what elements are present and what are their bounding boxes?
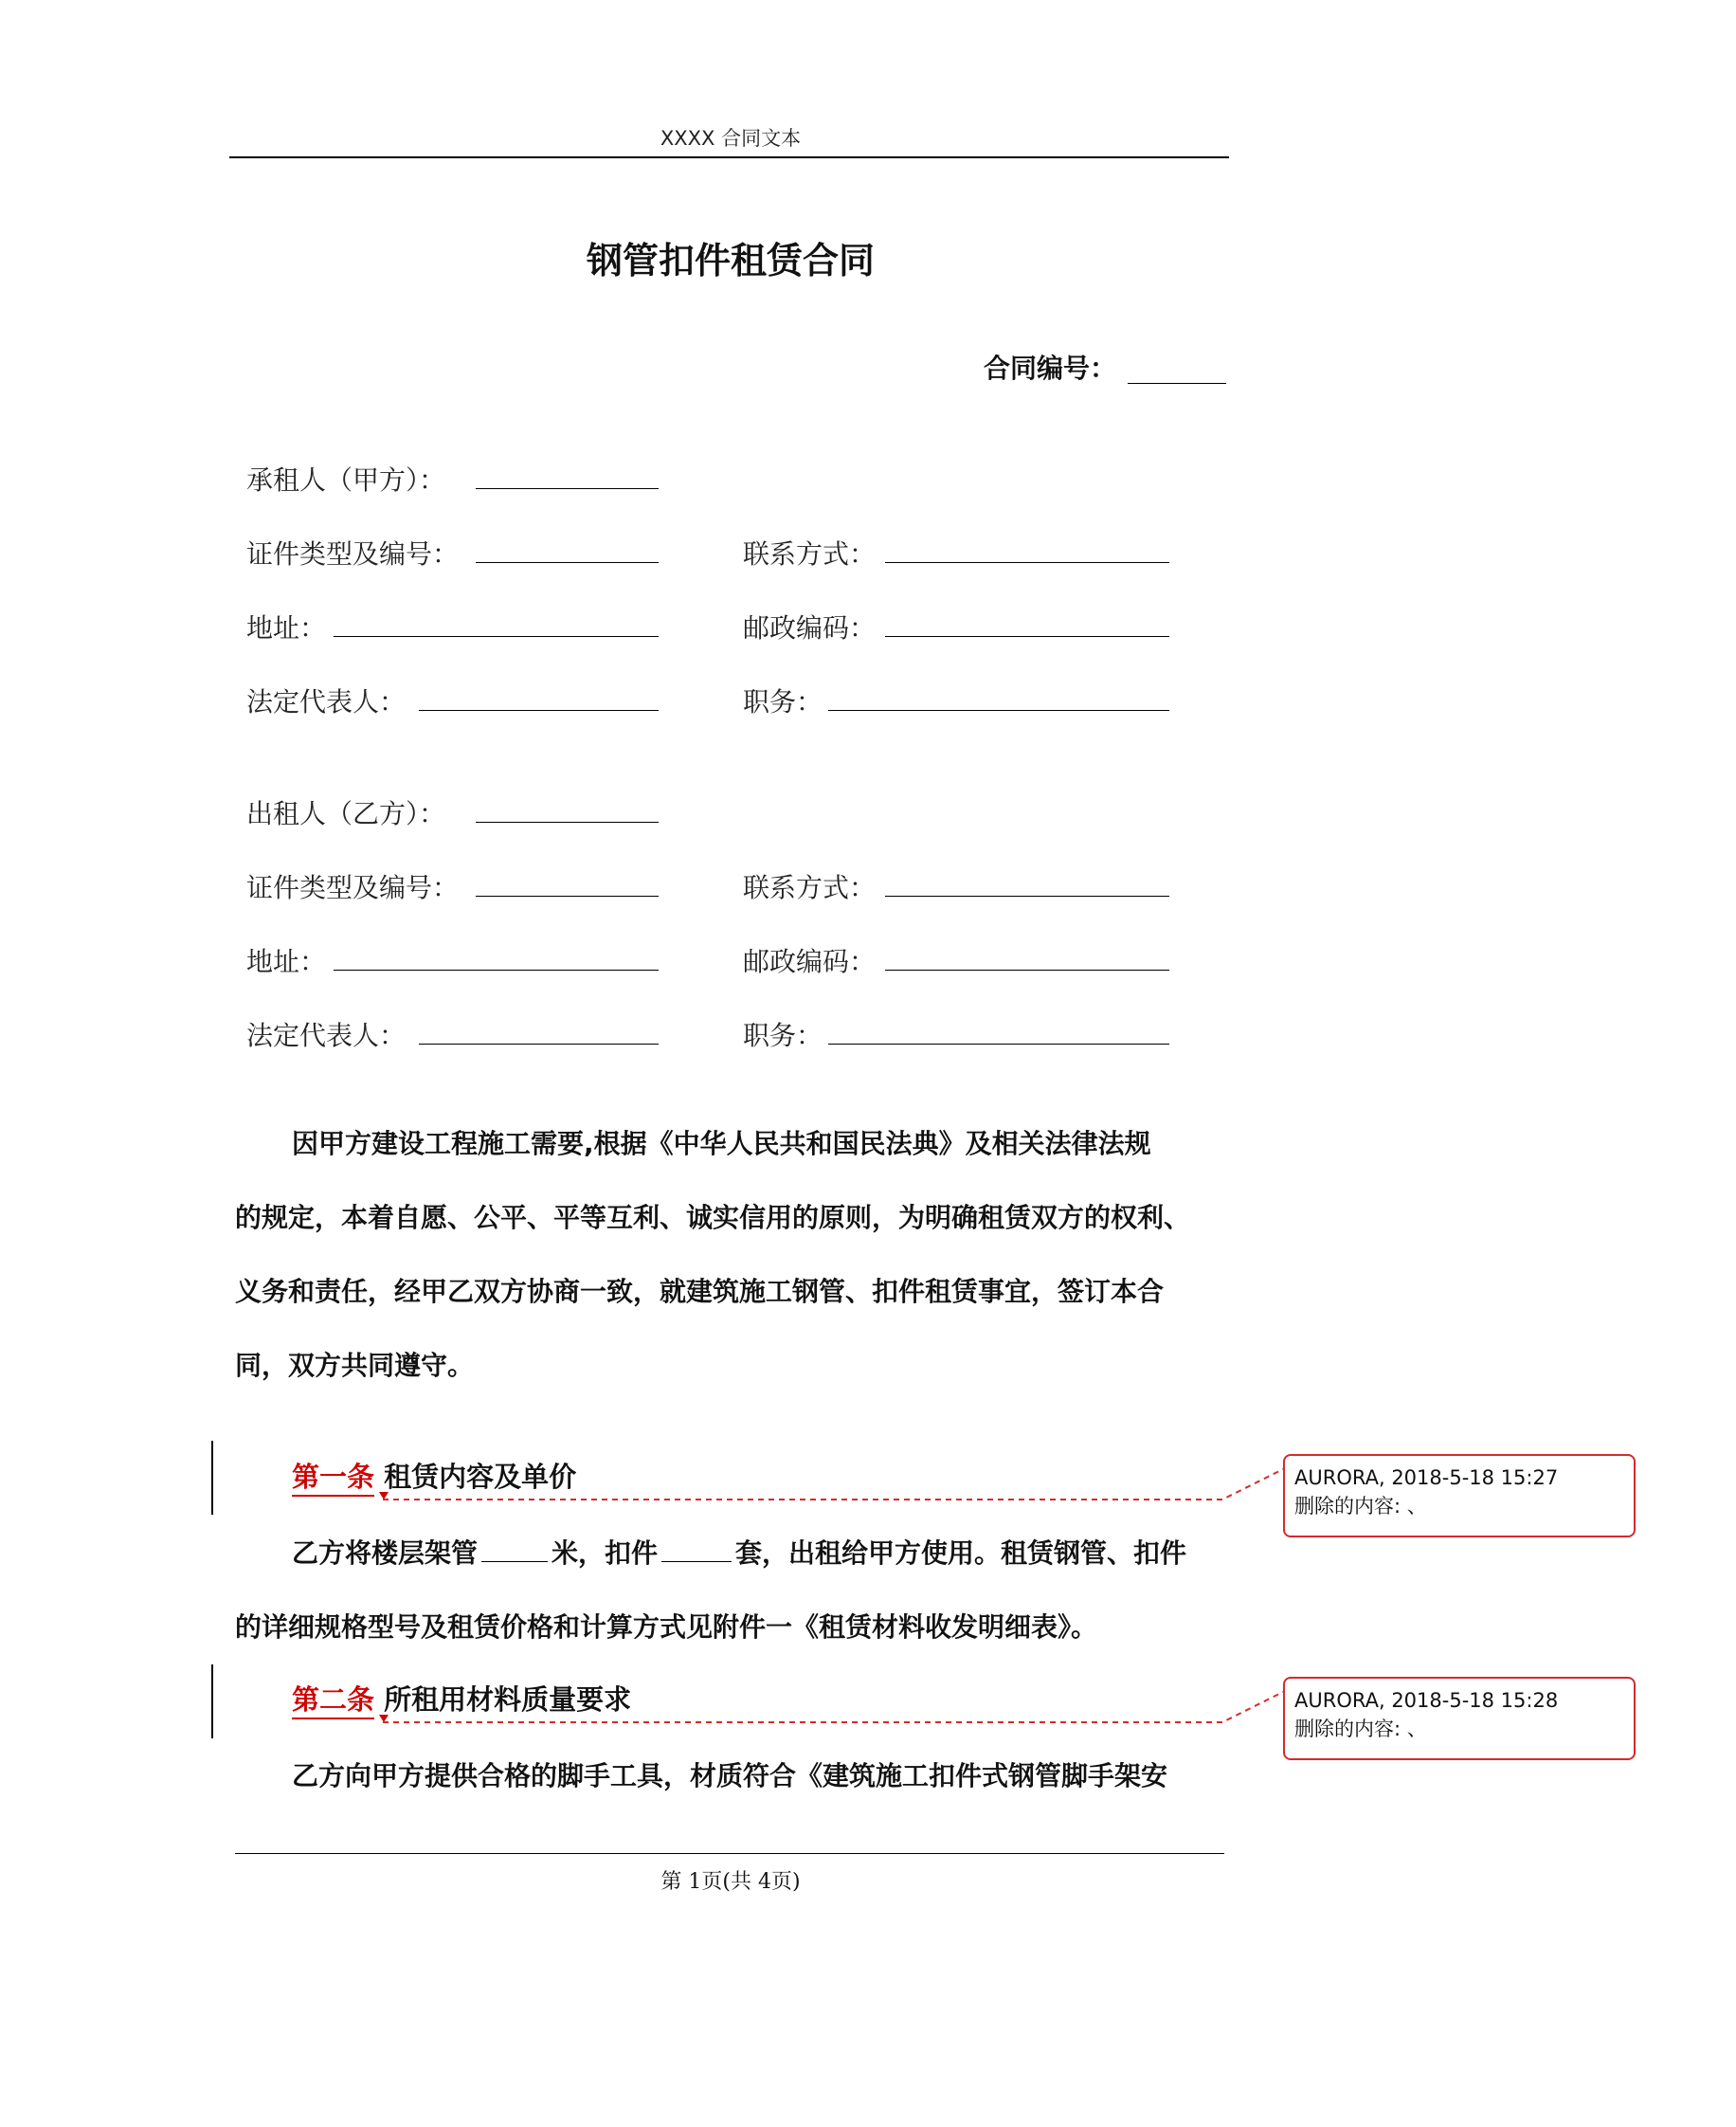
preamble-line-2: 的规定，本着自愿、公平、平等互利、诚实信用的原则，为明确租赁双方的权利、	[235, 1202, 1191, 1233]
contract-number-label: 合同编号：	[984, 353, 1117, 384]
article-1-text-part-2: 米，扣件	[552, 1537, 659, 1569]
party-b-position-label: 职务：	[743, 1020, 823, 1051]
footer-rule	[235, 1853, 1224, 1854]
party-b-contact-label: 联系方式：	[743, 872, 877, 903]
document-title: 钢管扣件租赁合同	[586, 240, 875, 282]
party-a-contact-label: 联系方式：	[743, 538, 877, 570]
party-a-position-label: 职务：	[743, 686, 823, 718]
comment-1-connector	[383, 1467, 1287, 1500]
party-a-address-label: 地址：	[246, 612, 327, 644]
party-b-name-label: 出租人（乙方）：	[246, 798, 446, 829]
party-b-legal-rep-label: 法定代表人：	[246, 1020, 407, 1051]
page-header: XXXX 合同文本	[660, 127, 802, 150]
article-1-title: 租赁内容及单价	[384, 1461, 577, 1493]
party-a-id-label: 证件类型及编号：	[246, 538, 460, 570]
comment-2-content: 删除的内容: 、	[1294, 1718, 1427, 1740]
preamble-line-3: 义务和责任，经甲乙双方协商一致，就建筑施工钢管、扣件租赁事宜，签订本合	[235, 1276, 1165, 1307]
party-b-postcode-label: 邮政编码：	[743, 946, 877, 977]
comment-1-author-time: AURORA, 2018-5-18 15:27	[1294, 1466, 1559, 1489]
comment-2-connector	[383, 1690, 1287, 1722]
party-b-id-label: 证件类型及编号：	[246, 872, 460, 903]
article-2-line-1: 乙方向甲方提供合格的脚手工具，材质符合《建筑施工扣件式钢管脚手架安	[292, 1760, 1168, 1791]
article-1-text-part-1: 乙方将楼层架管	[292, 1537, 479, 1569]
preamble-line-4: 同，双方共同遵守。	[235, 1350, 475, 1381]
party-a-legal-rep-label: 法定代表人：	[246, 686, 407, 718]
article-1-number: 第一条	[292, 1461, 374, 1497]
comment-1-content: 删除的内容: 、	[1294, 1495, 1427, 1518]
revision-comment-1[interactable]	[1283, 1454, 1636, 1537]
article-1-text-part-3: 套，出租给甲方使用。租赁钢管、扣件	[735, 1537, 1187, 1569]
preamble-line-1: 因甲方建设工程施工需要,根据《中华人民共和国民法典》及相关法律法规	[292, 1128, 1151, 1159]
party-b-address-label: 地址：	[246, 946, 327, 977]
article-2-number: 第二条	[292, 1683, 374, 1719]
revision-comment-2[interactable]	[1283, 1677, 1636, 1760]
article-1-line-2: 的详细规格型号及租赁价格和计算方式见附件一《租赁材料收发明细表》。	[235, 1611, 1098, 1643]
party-a-name-label: 承租人（甲方）：	[246, 464, 446, 496]
article-2-title: 所租用材料质量要求	[384, 1683, 632, 1716]
comment-2-author-time: AURORA, 2018-5-18 15:28	[1294, 1689, 1559, 1712]
page-footer: 第 1页(共 4页)	[660, 1870, 801, 1894]
party-a-postcode-label: 邮政编码：	[743, 612, 877, 644]
